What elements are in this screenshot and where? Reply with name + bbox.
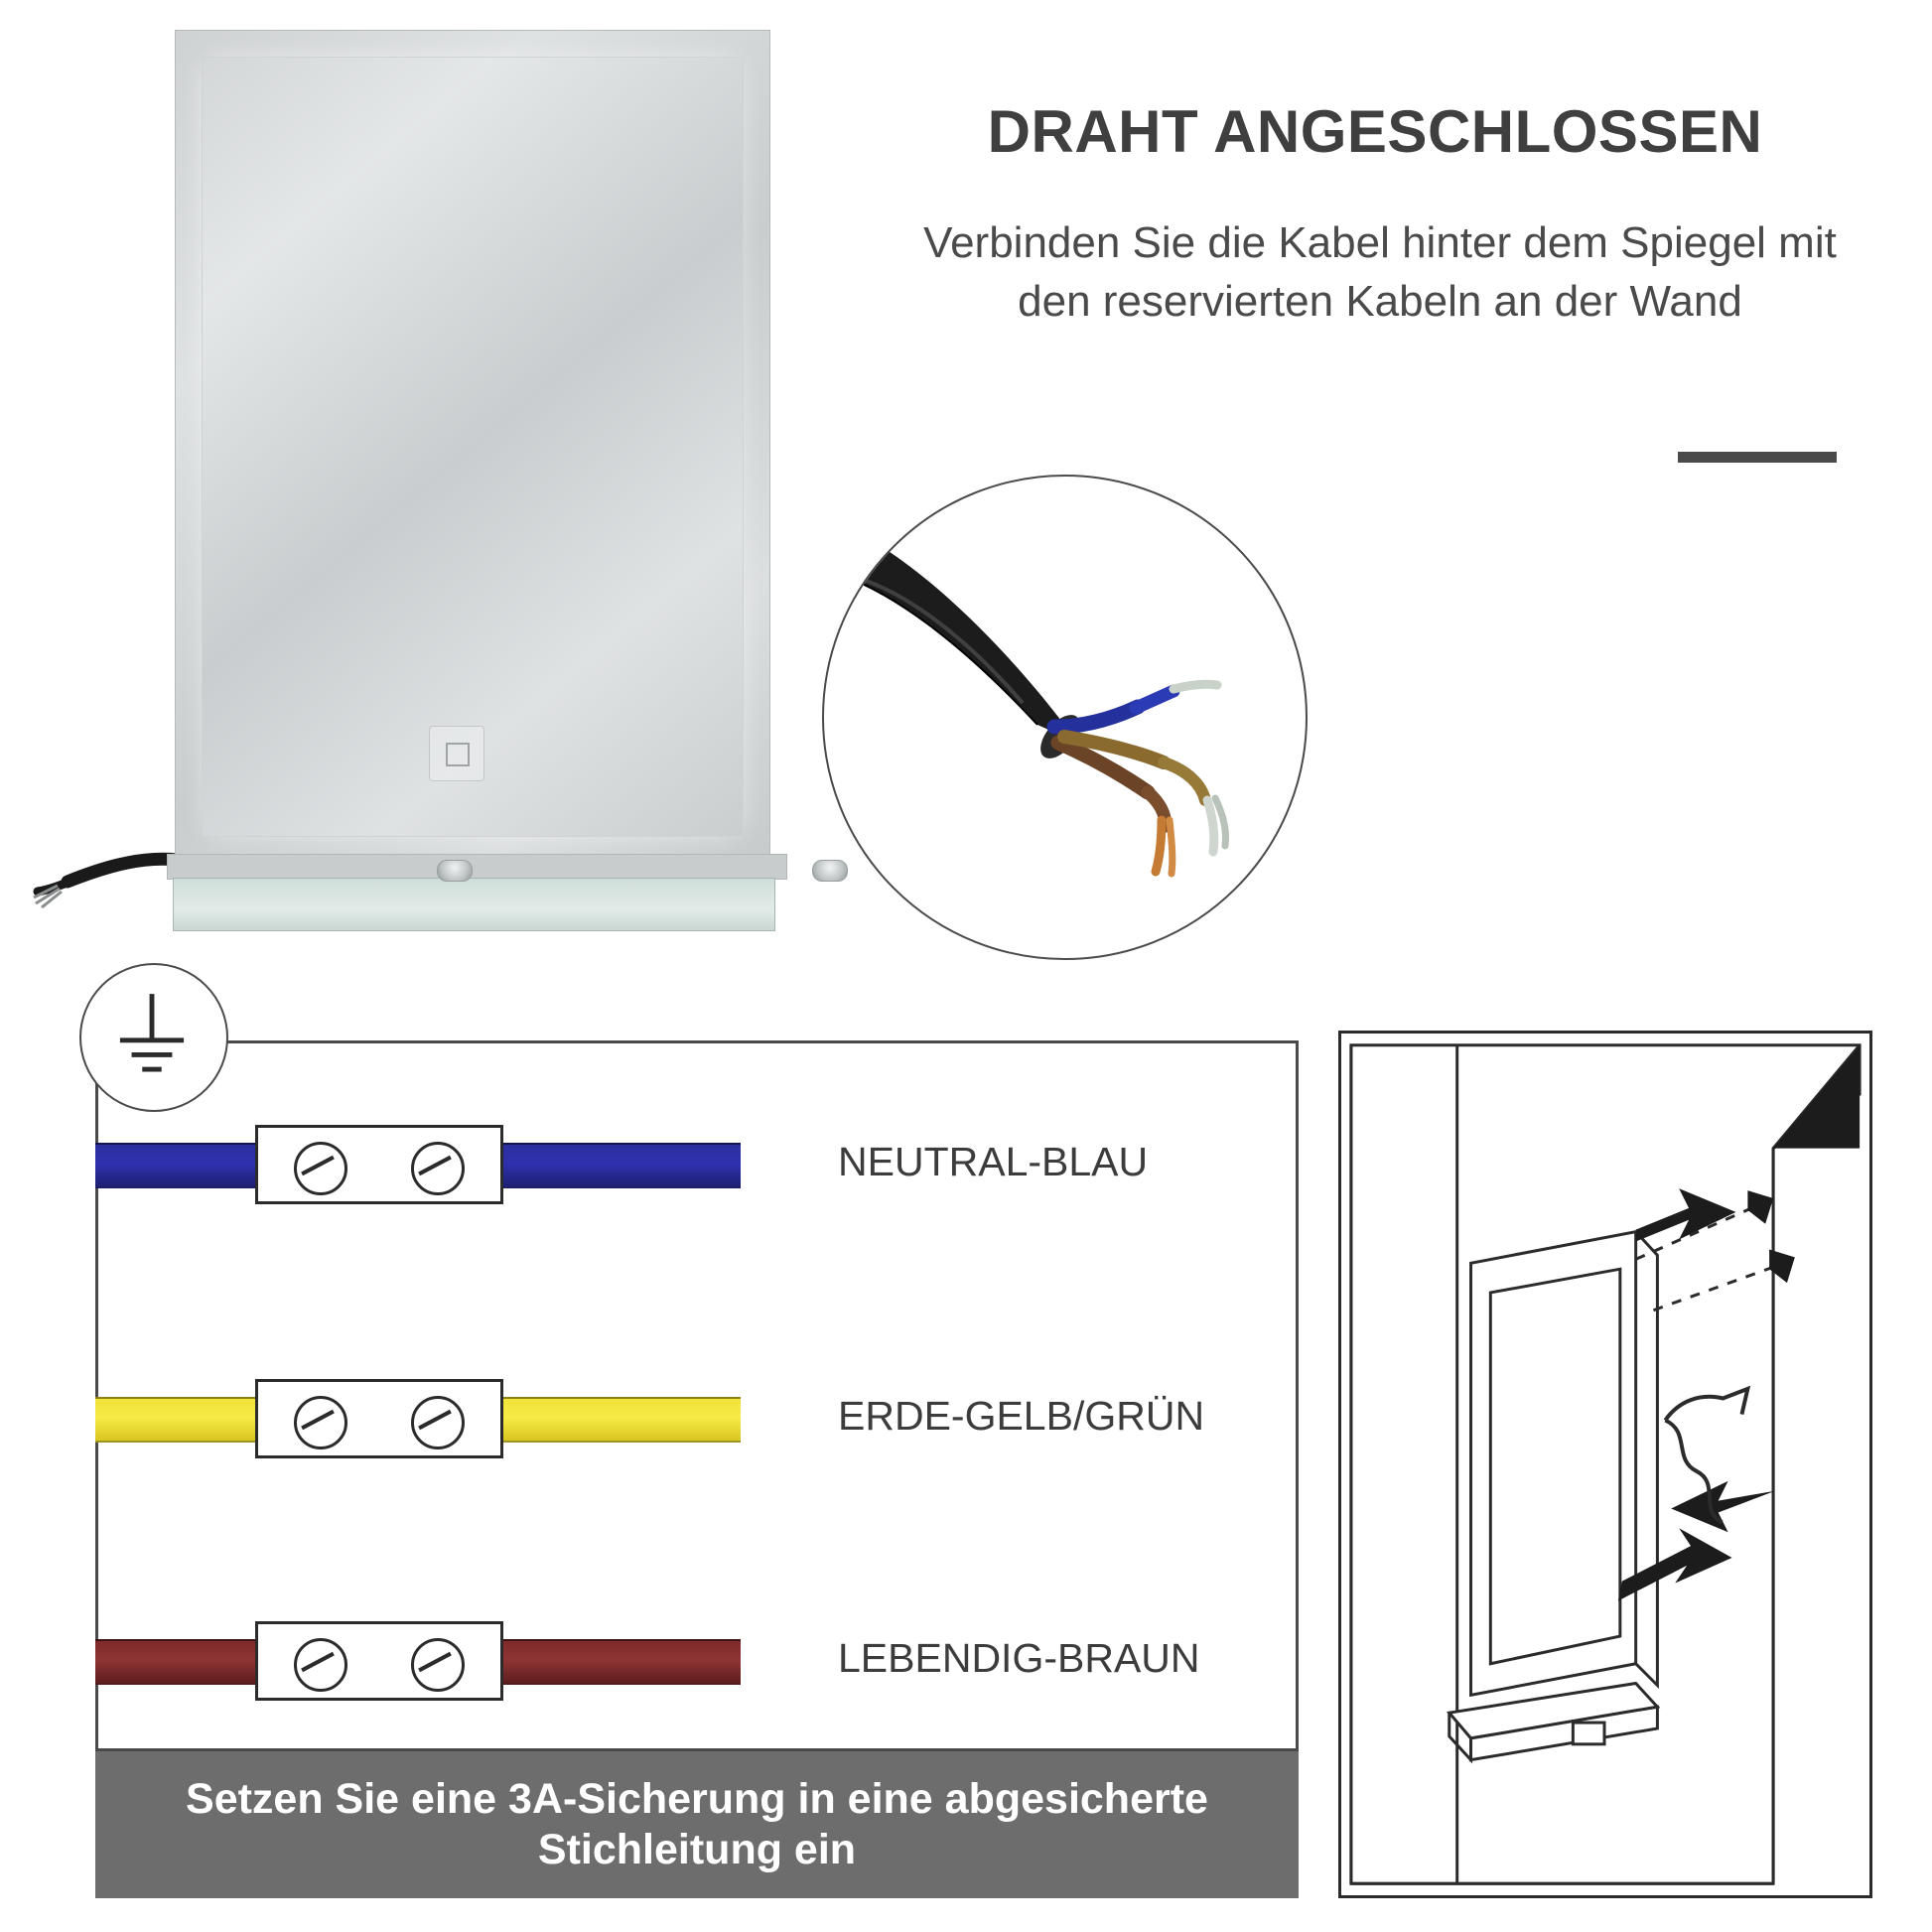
terminal-screw-left [294, 1142, 347, 1195]
wiring-diagram-panel [95, 1040, 1299, 1751]
mirror-glass [202, 57, 744, 837]
shelf-bracket [167, 854, 787, 880]
shelf-screw-right [812, 860, 848, 882]
wire-row-earth [98, 1359, 1296, 1478]
earth-ground-symbol-icon [79, 963, 228, 1112]
page-subtitle: Verbinden Sie die Kabel hinter dem Spiegel mit den reservierten Kabeln an der Wand [923, 218, 1837, 327]
page-title: DRAHT ANGESCHLOSSEN [987, 98, 1763, 165]
wire-label-live: LEBENDIG-BRAUN [838, 1635, 1200, 1681]
shelf-glass [173, 878, 775, 931]
terminal-screw-right [411, 1638, 465, 1692]
terminal-screw-right [411, 1142, 465, 1195]
earth-symbol-svg [81, 965, 222, 1106]
wire-row-neutral [98, 1105, 1296, 1224]
terminal-block-neutral [255, 1125, 503, 1204]
mirror-shelf [167, 854, 787, 933]
shelf-screw-left [437, 860, 473, 882]
wire-label-neutral: NEUTRAL-BLAU [838, 1139, 1149, 1184]
cable-closeup-circle [822, 475, 1308, 960]
stripped-cable-illustration [824, 477, 1306, 958]
title-underline-rule [1678, 452, 1837, 463]
wire-row-live [98, 1601, 1296, 1721]
terminal-screw-left [294, 1638, 347, 1692]
mirror-product-image [167, 30, 802, 953]
terminal-block-live [255, 1621, 503, 1701]
terminal-screw-right [411, 1396, 465, 1449]
wire-label-earth: ERDE-GELB/GRÜN [838, 1393, 1205, 1439]
wall-mount-illustration [1341, 1034, 1869, 1895]
mirror-frame [175, 30, 770, 864]
touch-switch-icon[interactable] [429, 726, 484, 781]
terminal-block-earth [255, 1379, 503, 1458]
fuse-warning-note: Setzen Sie eine 3A-Sicherung in eine abgesicherte Stichleitung ein [95, 1751, 1299, 1898]
terminal-screw-left [294, 1396, 347, 1449]
installation-illustration-panel [1338, 1031, 1872, 1898]
